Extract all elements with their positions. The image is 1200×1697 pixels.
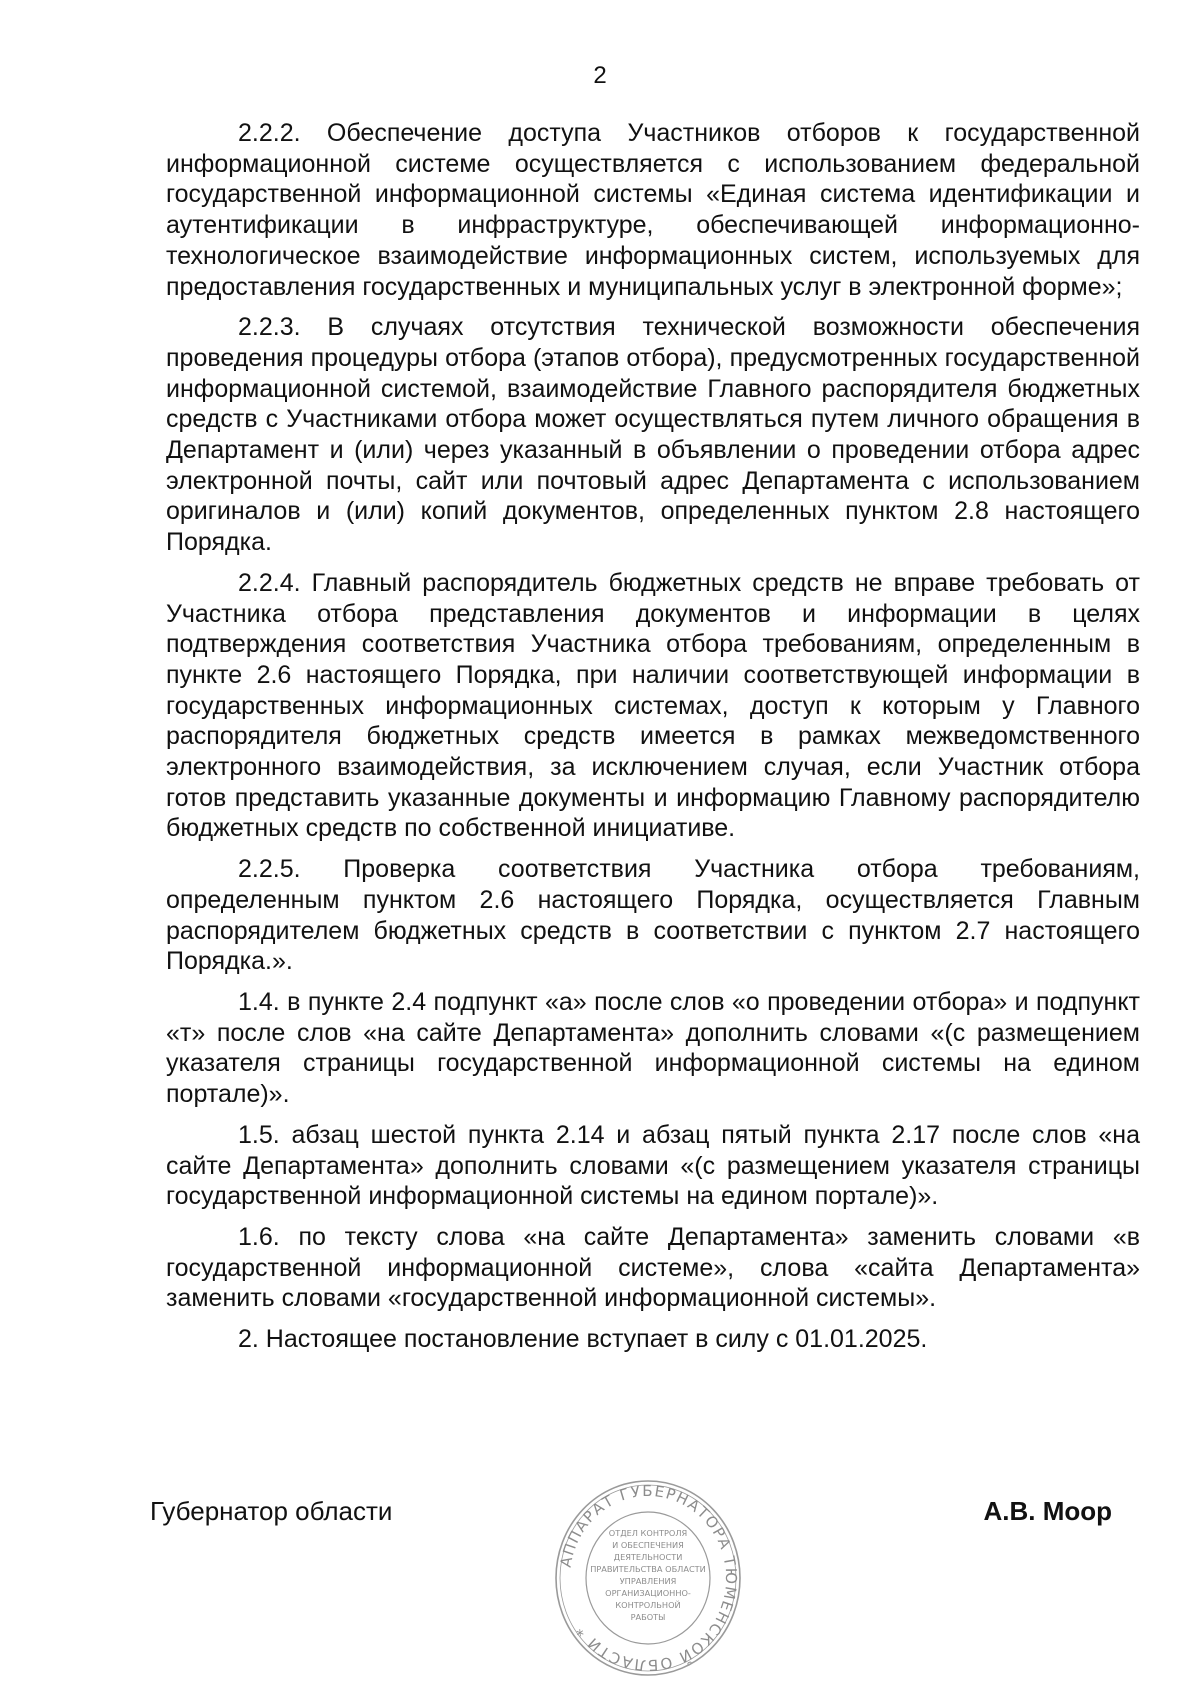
svg-text:РАБОТЫ: РАБОТЫ <box>630 1612 666 1622</box>
official-seal-stamp <box>553 1478 743 1678</box>
svg-text:ОТДЕЛ КОНТРОЛЯ: ОТДЕЛ КОНТРОЛЯ <box>608 1528 688 1538</box>
paragraph-1-4: 1.4. в пункте 2.4 подпункт «а» после слов «о проведении отбора» и подпункт «т» после слов «на сайте Департамента» дополнить словами «(с размещением указателя страницы государственной информационной системы на едином портале)». <box>166 987 1140 1109</box>
paragraph-2-effective-date: 2. Настоящее постановление вступает в силу с 01.01.2025. <box>238 1325 928 1354</box>
paragraph-2-2-2: 2.2.2. Обеспечение доступа Участников отборов к государственной информационной системе осуществляется с использованием федеральной государственной информационной системы «Единая система идентификации и аутентификации в инфраструктуре, обеспечивающей информационно-технологическое взаимодействие информационных систем, используемых для предоставления государственных и муниципальных услуг в электронной форме»; <box>166 119 1140 301</box>
paragraph-1-5: 1.5. абзац шестой пункта 2.14 и абзац пятый пункта 2.17 после слов «на сайте Департамента» дополнить словами «(с размещением указателя страницы государственной информационной системы на едином портале)». <box>166 1120 1140 1211</box>
document-body <box>166 118 1140 1365</box>
paragraph-2-2-5: 2.2.5. Проверка соответствия Участника отбора требованиям, определенным пунктом 2.6 настоящего Порядка, осуществляется Главным распорядителем бюджетных средств в соответствии с пунктом 2.7 настоящего Порядка.». <box>166 855 1140 976</box>
seal-graphic <box>553 1478 743 1678</box>
svg-text:И ОБЕСПЕЧЕНИЯ: И ОБЕСПЕЧЕНИЯ <box>612 1540 684 1550</box>
signatory-position: Губернатор области <box>150 1496 393 1526</box>
svg-text:УПРАВЛЕНИЯ: УПРАВЛЕНИЯ <box>619 1576 677 1586</box>
paragraph-2-2-3: 2.2.3. В случаях отсутствия технической возможности обеспечения проведения процедуры отбора (этапов отбора), предусмотренных государственной информационной системой, взаимодействие Главного распорядителя бюджетных средств с Участниками отбора может осуществляться путем личного обращения в Департамент и (или) через указанный в объявлении о проведении отбора адрес электронной почты, сайт или почтовый адрес Департамента с использованием оригиналов и (или) копий документов, определенных пунктом 2.8 настоящего Порядка. <box>166 313 1140 557</box>
paragraph-1-6: 1.6. по тексту слова «на сайте Департамента» заменить словами «в государственной информационной системе», слова «сайта Департамента» заменить словами «государственной информационной системы». <box>166 1222 1140 1313</box>
svg-text:ДЕЯТЕЛЬНОСТИ: ДЕЯТЕЛЬНОСТИ <box>613 1552 683 1562</box>
page-number: 2 <box>593 62 607 89</box>
svg-text:ПРАВИТЕЛЬСТВА ОБЛАСТИ: ПРАВИТЕЛЬСТВА ОБЛАСТИ <box>590 1564 706 1574</box>
paragraph-2-2-4: 2.2.4. Главный распорядитель бюджетных средств не вправе требовать от Участника отбора представления документов и информации в целях подтверждения соответствия Участника отбора требованиям, определенным в пункте 2.6 настоящего Порядка, при наличии соответствующей информации в государственных информационных системах, доступ к которым у Главного распорядителя бюджетных средств имеется в рамках межведомственного электронного взаимодействия, за исключением случая, если Участник отбора готов представить указанные документы и информацию Главному распорядителю бюджетных средств по собственной инициативе. <box>166 568 1140 843</box>
svg-text:АППАРАТ ГУБЕРНАТОРА ТЮМЕНСКОЙ: АППАРАТ ГУБЕРНАТОРА ТЮМЕНСКОЙ ОБЛАСТИ * <box>556 1481 741 1675</box>
signatory-name: А.В. Моор <box>983 1496 1112 1526</box>
svg-text:КОНТРОЛЬНОЙ: КОНТРОЛЬНОЙ <box>615 1600 681 1610</box>
svg-text:ОРГАНИЗАЦИОННО-: ОРГАНИЗАЦИОННО- <box>605 1588 691 1598</box>
